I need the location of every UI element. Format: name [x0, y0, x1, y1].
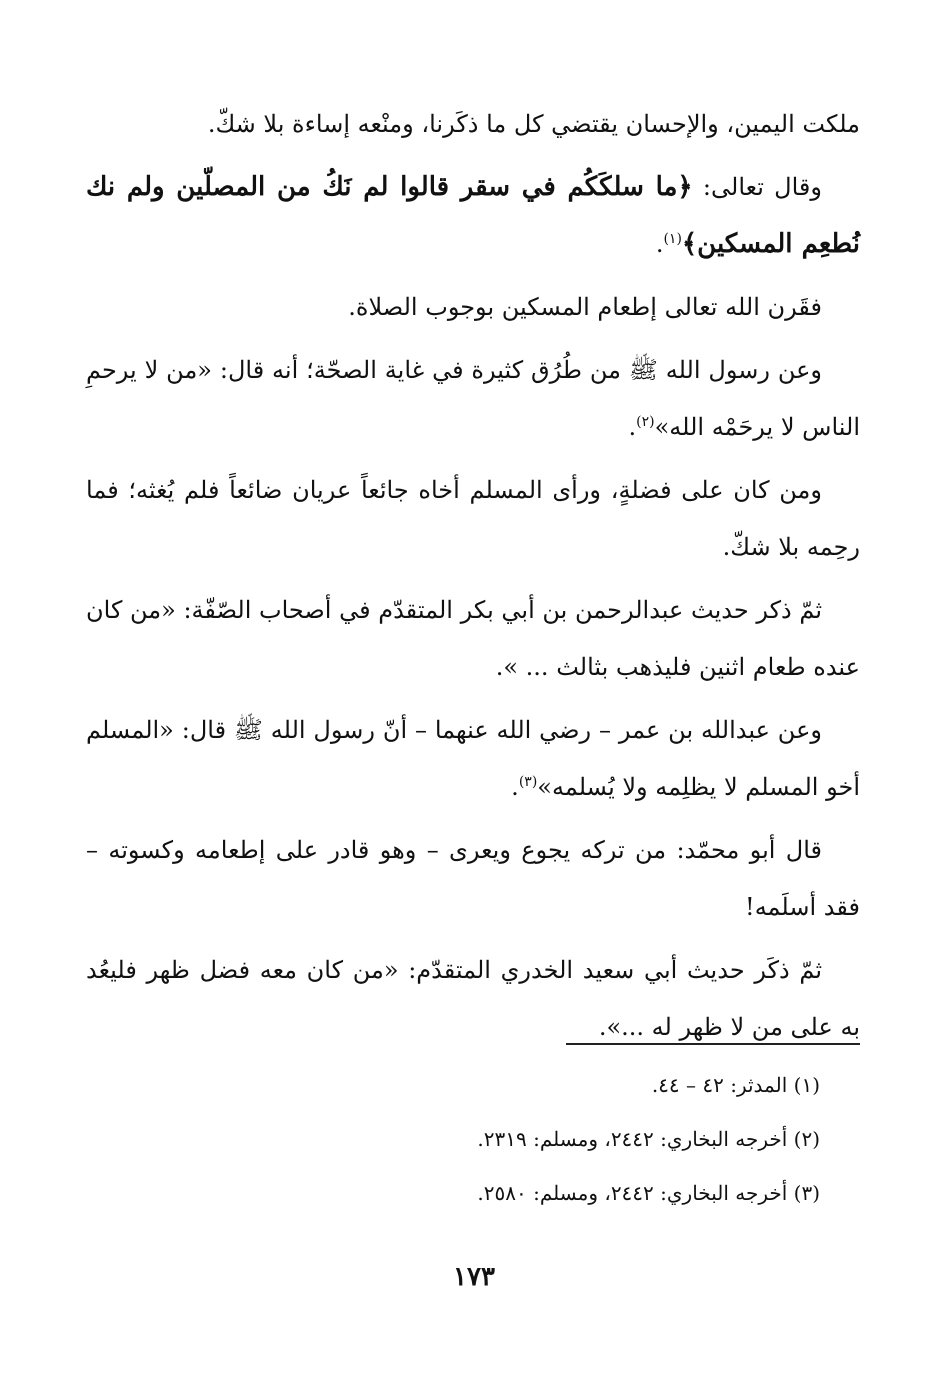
page-number: ١٧٣	[453, 1262, 495, 1292]
paragraph-text: .	[628, 413, 637, 441]
footnotes	[300, 1058, 820, 1220]
paragraph	[86, 159, 860, 273]
paragraph-text: وقال تعالى:	[692, 173, 822, 201]
paragraph	[86, 342, 860, 456]
paragraph	[86, 462, 860, 576]
paragraph-text: قال أبو محمّد: من تركه يجوع ويعرى – وهو قادر على إطعامه وكسوته – فقد أسلَمه!	[86, 836, 860, 921]
paragraph	[86, 582, 860, 696]
paragraph-text: ومن كان على فضلةٍ، ورأى المسلم أخاه جائعاً عريان ضائعاً فلم يُغثه؛ فما رحِمه بلا شكّ.	[86, 476, 860, 561]
paragraph	[86, 96, 860, 153]
main-text	[86, 96, 860, 1062]
paragraph	[86, 942, 860, 1056]
paragraph-text: ملكت اليمين، والإحسان يقتضي كل ما ذكَرنا، ومنْعه إساءة بلا شكّ.	[207, 110, 860, 138]
paragraph	[86, 279, 860, 336]
footnote-reference: (١)	[663, 231, 682, 247]
paragraph	[86, 702, 860, 816]
quran-verse: ﴿ما سلكَكُم في سقر قالوا لم نَكُ من المصلّين ولم نك نُطعِم المسكين﴾	[86, 172, 860, 259]
paragraph-text: وعن عبدالله بن عمر – رضي الله عنهما – أنّ رسول الله ﷺ قال: «المسلم أخو المسلم لا يظلِمه ولا يُسلمه»	[86, 716, 860, 801]
footnote: (٣) أخرجه البخاري: ٢٤٤٢، ومسلم: ٢٥٨٠.	[477, 1181, 820, 1205]
footnote: (١) المدثر: ٤٢ – ٤٤.	[651, 1073, 820, 1097]
paragraph-text: ثمّ ذكَر حديث أبي سعيد الخدري المتقدّم: «من كان معه فضل ظهر فليعُد به على من لا ظهر له ...».	[86, 956, 860, 1041]
paragraph-text: .	[511, 773, 519, 801]
footnote-reference: (٢)	[636, 414, 655, 430]
footnote-separator	[566, 1043, 860, 1045]
footnote-reference: (٣)	[518, 774, 538, 790]
paragraph-text: فقَرن الله تعالى إطعام المسكين بوجوب الصلاة.	[348, 293, 822, 321]
paragraph-text: ثمّ ذكر حديث عبدالرحمن بن أبي بكر المتقدّم في أصحاب الصّفّة: «من كان عنده طعام اثنين فليذهب بثالث ... ».	[86, 596, 860, 681]
paragraph-text: وعن رسول الله ﷺ من طُرُق كثيرة في غاية الصحّة؛ أنه قال: «من لا يرحمِ الناس لا يرحَمْه الله»	[86, 356, 860, 441]
footnote: (٢) أخرجه البخاري: ٢٤٤٢، ومسلم: ٢٣١٩.	[477, 1127, 820, 1151]
paragraph-text: .	[655, 230, 664, 258]
paragraph	[86, 822, 860, 936]
